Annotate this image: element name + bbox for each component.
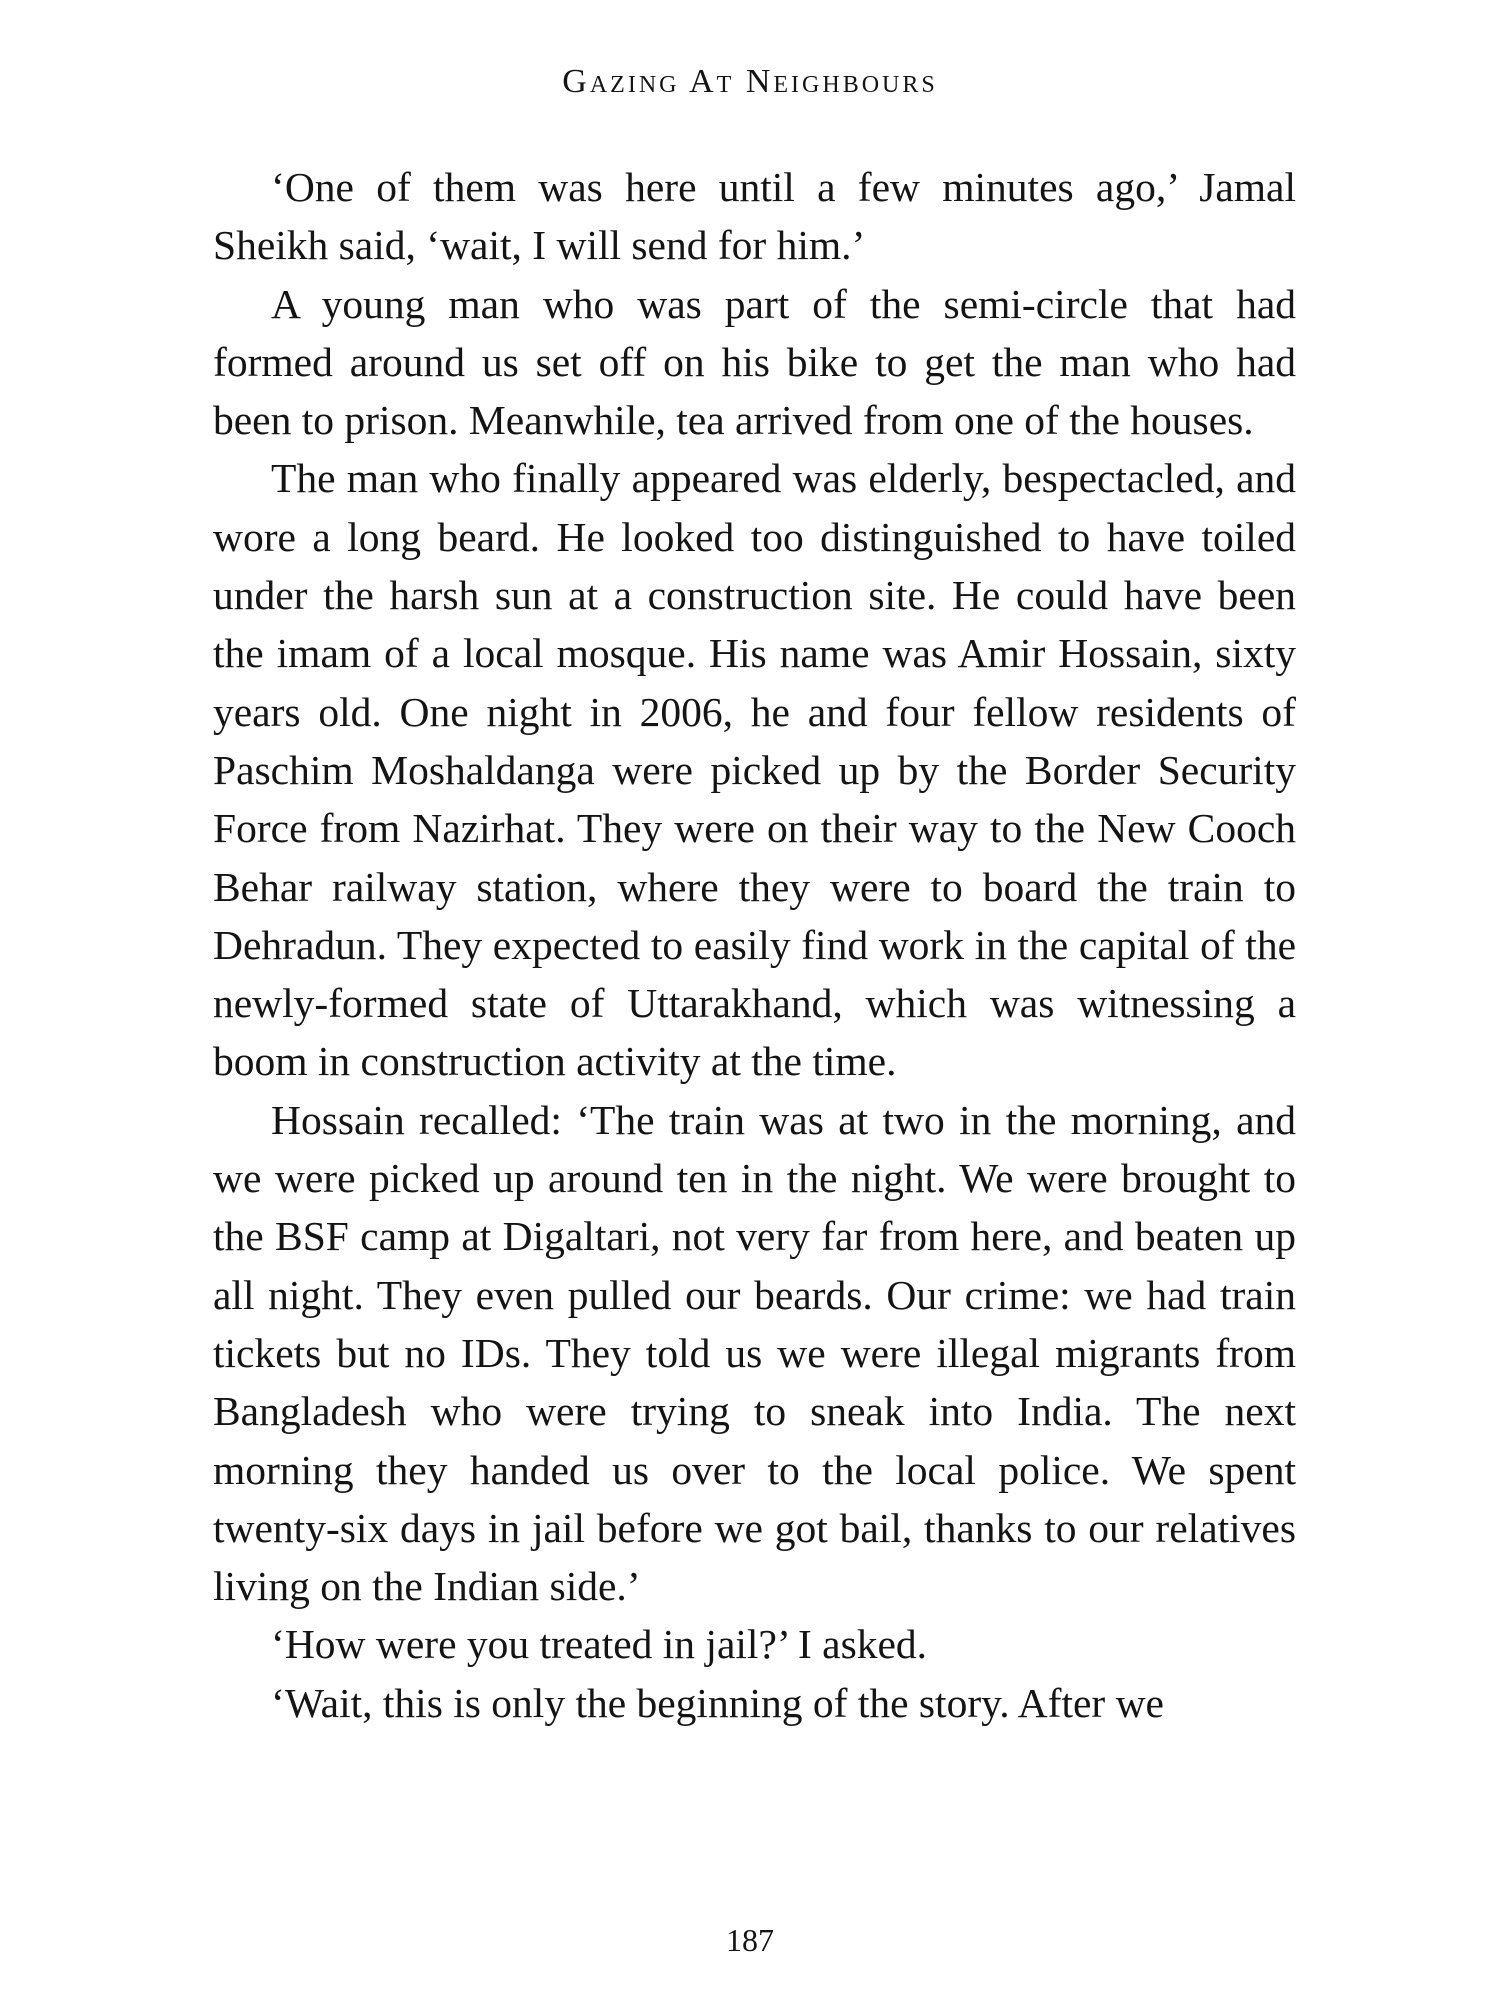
paragraph: Hossain recalled: ‘The train was at two in the morning, and we were picked up around ten in the night. We were brought to the BSF camp at Digaltari, not very far from here, and beaten up all night. They even pulled our beards. Our crime: we had train tickets but no IDs. They told us we were illegal migrants from Bangladesh who were trying to sneak into India. The next morning they handed us over to the local police. We spent twenty-six days in jail before we got bail, thanks to our relatives living on the Indian side.’ bbox=[213, 1096, 1296, 1610]
paragraph: ‘One of them was here until a few minutes ago,’ Jamal Sheikh said, ‘wait, I will send for him.’ bbox=[213, 164, 1296, 269]
paragraph: ‘Wait, this is only the beginning of the story. After we bbox=[271, 1679, 1164, 1726]
page-number: 187 bbox=[726, 1922, 774, 1958]
paragraph: A young man who was part of the semi-circle that had formed around us set off on his bike to get the man who had been to prison. Meanwhile, tea arrived from one of the houses. bbox=[213, 280, 1296, 444]
body-text bbox=[213, 158, 1296, 1732]
paragraph: The man who finally appeared was elderly, bespectacled, and wore a long beard. He looked too distinguished to have toiled under the harsh sun at a construction site. He could have been the imam of a local mosque. His name was Amir Hossain, sixty years old. One night in 2006, he and four fellow residents of Paschim Moshaldanga were picked up by the Border Security Force from Nazirhat. They were on their way to the New Cooch Behar railway station, where they were to board the train to Dehradun. They expected to easily find work in the capital of the newly-formed state of Uttarakhand, which was witnessing a boom in construction activity at the time. bbox=[213, 455, 1296, 1085]
running-head: Gazing At Neighbours bbox=[562, 63, 938, 100]
paragraph: ‘How were you treated in jail?’ I asked. bbox=[271, 1621, 928, 1668]
